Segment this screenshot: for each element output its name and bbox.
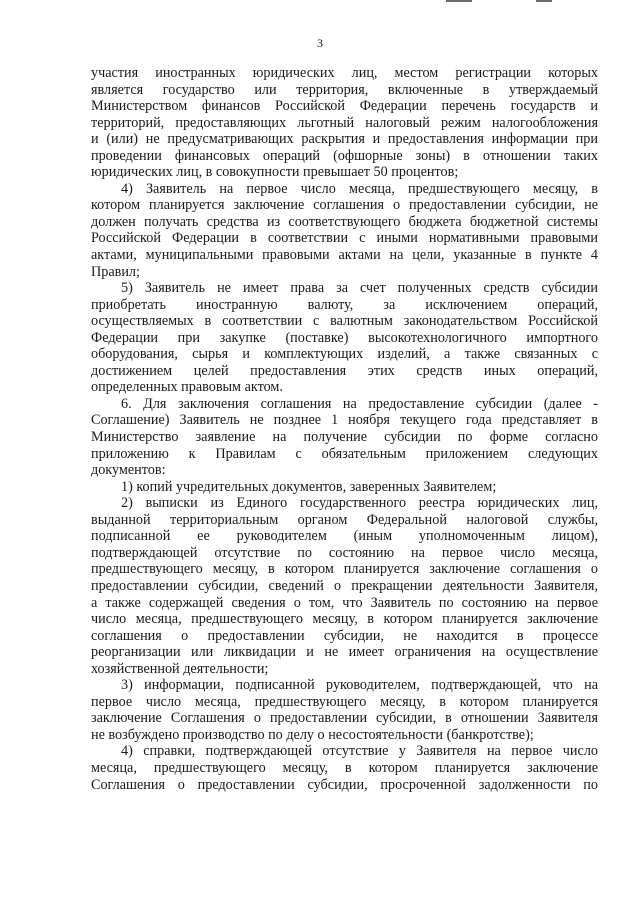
text-line: хозяйственной деятельности;: [91, 660, 269, 677]
text-line: 4) Заявитель на первое число месяца, предшествующего месяцу, в: [121, 180, 598, 197]
text-line: приложению к Правилам с обязательным приложением следующих: [91, 445, 598, 462]
text-line: Министерство заявление на получение субсидии по форме согласно: [91, 429, 598, 446]
text-line: юридических лиц, в совокупности превышает 50 процентов;: [91, 164, 459, 181]
text-line: не возбуждено производство по делу о несостоятельности (банкротстве);: [91, 726, 534, 743]
text-line: 5) Заявитель не имеет права за счет полученных средств субсидии: [121, 280, 598, 297]
text-line: актами, муниципальными правовыми актами на цели, указанные в пункте 4: [91, 247, 598, 264]
document-body: [91, 65, 598, 793]
text-line: соглашения о предоставлении субсидии, не находится в процессе: [91, 627, 598, 644]
text-line: достижением целей предоставления этих средств иных операций,: [91, 362, 598, 379]
text-line: приобретать иностранную валюту, за исключением операций,: [91, 296, 598, 313]
text-line: котором планируется заключение соглашения о предоставлении субсидии, не: [91, 197, 598, 214]
text-line: число месяца, предшествующего месяцу, в котором планируется заключение: [91, 611, 598, 628]
text-line: является государство или территория, включенные в утверждаемый: [91, 81, 598, 98]
text-line: подтверждающей отсутствие по состоянию на первое число месяца,: [91, 544, 598, 561]
text-line: Правил;: [91, 263, 140, 280]
text-line: Федерации при закупке (поставке) высокотехнологичного импортного: [91, 329, 598, 346]
text-line: Соглашения о предоставлении субсидии, просроченной задолженности по: [91, 776, 598, 793]
text-line: документов:: [91, 462, 166, 479]
text-line: территорий, предоставляющих льготный налоговый режим налогообложения: [91, 114, 598, 131]
text-line: должен получать средства из соответствующего бюджета бюджетной системы: [91, 213, 598, 230]
text-line: определенных правовым актом.: [91, 379, 283, 396]
text-line: 3) информации, подписанной руководителем, подтверждающей, что на: [121, 677, 598, 694]
text-line: реорганизации или ликвидации и не имеет ограничения на осуществление: [91, 644, 598, 661]
text-line: первое число месяца, предшествующего месяцу, в котором планируется: [91, 693, 598, 710]
text-line: 6. Для заключения соглашения на предоставление субсидии (далее -: [121, 395, 598, 412]
text-line: а также содержащей сведения о том, что Заявитель по состоянию на первое: [91, 594, 598, 611]
text-line: оборудования, сырья и комплектующих изделий, а также связанных с: [91, 346, 598, 363]
text-line: участия иностранных юридических лиц, местом регистрации которых: [91, 65, 598, 81]
text-line: подписанной ее руководителем (иным уполномоченным лицом),: [91, 528, 598, 545]
text-line: проведении финансовых операций (офшорные зоны) в отношении таких: [91, 147, 598, 164]
scan-artifact-mark: [446, 0, 472, 2]
scan-artifact-mark: [536, 0, 552, 2]
text-line: Министерством финансов Российской Федерации перечень государств и: [91, 98, 598, 115]
text-line: Российской Федерации в соответствии с иными нормативными правовыми: [91, 230, 598, 247]
text-line: 1) копий учредительных документов, заверенных Заявителем;: [121, 478, 497, 495]
text-line: 4) справки, подтверждающей отсутствие у Заявителя на первое число: [121, 743, 598, 760]
text-line: заключение Соглашения о предоставлении субсидии, в отношении Заявителя: [91, 710, 598, 727]
text-line: предшествующего месяцу, в котором планируется заключение соглашения о: [91, 561, 598, 578]
text-line: Соглашение) Заявитель не позднее 1 ноября текущего года представляет в: [91, 412, 598, 429]
page-number: 3: [317, 36, 323, 50]
text-line: 2) выписки из Единого государственного реестра юридических лиц,: [121, 495, 598, 512]
text-line: предоставлении субсидии, сведений о прекращении деятельности Заявителя,: [91, 577, 598, 594]
text-line: месяца, предшествующего месяцу, в котором планируется заключение: [91, 759, 598, 776]
text-line: и (или) не предусматривающих раскрытия и предоставления информации при: [91, 131, 598, 148]
text-line: осуществляемых в соответствии с валютным законодательством Российской: [91, 313, 598, 330]
text-line: выданной территориальным органом Федеральной налоговой службы,: [91, 511, 598, 528]
